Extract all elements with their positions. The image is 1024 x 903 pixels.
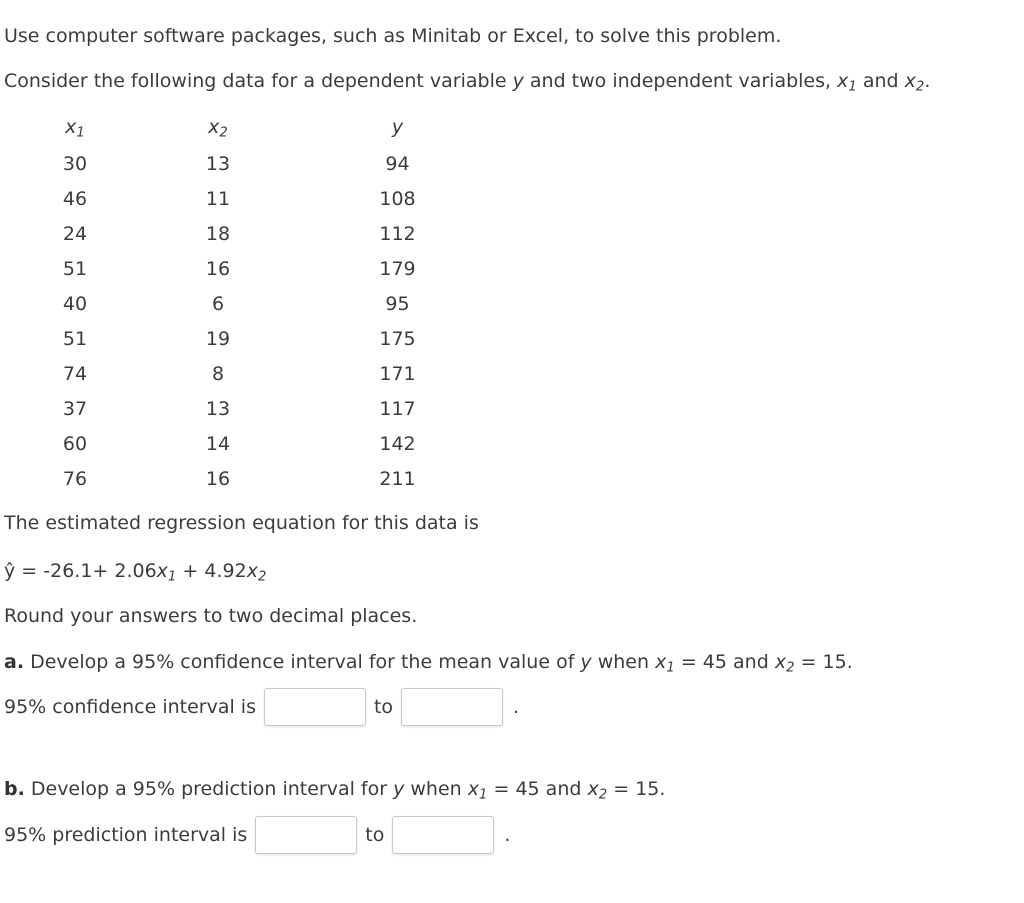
var-y: y (512, 70, 524, 92)
part-b-to-label: to (365, 824, 385, 846)
table-row (30, 146, 479, 181)
equation-x2: x (246, 560, 258, 582)
equation-lhs: ŷ = -26.1+ 2.06 (4, 560, 157, 582)
part-b-period: . (504, 824, 511, 846)
cell-x2: 16 (205, 257, 231, 280)
header-x1-sub: 1 (76, 125, 85, 141)
equation-x2-sub: 2 (257, 569, 267, 585)
part-b-when: when (404, 778, 468, 800)
cell-x1: 74 (62, 362, 88, 385)
header-y (316, 108, 479, 146)
part-a-answer-label: 95% confidence interval is (4, 696, 256, 718)
part-b-text: Develop a 95% prediction interval for (24, 778, 394, 800)
header-x2 (120, 108, 316, 146)
cell-x1: 30 (62, 152, 88, 175)
table-row (30, 181, 479, 216)
var-x2: x (904, 70, 916, 92)
equation-x1-sub: 1 (167, 569, 177, 585)
instructions-text: Use computer software packages, such as Minitab or Excel, to solve this problem. (4, 25, 782, 47)
var-x2-sub: 2 (915, 79, 925, 95)
cell-y: 95 (385, 292, 410, 315)
header-x1-var: x (65, 116, 77, 138)
header-x1 (30, 108, 120, 146)
part-a-question (4, 650, 853, 674)
header-x2-sub: 2 (219, 125, 228, 141)
cell-y: 108 (379, 187, 416, 210)
part-a-eq2: = 15. (794, 651, 853, 673)
table-row (30, 426, 479, 461)
header-x2-var: x (208, 116, 220, 138)
part-b-x1-sub: 1 (479, 787, 488, 803)
header-y-var: y (391, 116, 404, 138)
cell-x1: 40 (62, 292, 88, 315)
cell-x2: 8 (211, 362, 225, 385)
cell-x1: 76 (62, 467, 88, 490)
cell-x1: 24 (62, 222, 88, 245)
part-b-x1: x (467, 778, 479, 800)
table-row (30, 251, 479, 286)
part-a-eq1: = 45 and (674, 651, 775, 673)
table-row (30, 216, 479, 251)
cell-x2: 11 (205, 187, 231, 210)
part-a-x2: x (774, 651, 787, 673)
equation-mid: + 4.92 (176, 560, 247, 582)
statement-text-2: and two independent variables, (523, 70, 838, 92)
table-header-row (30, 108, 479, 146)
part-a-x1: x (655, 651, 667, 673)
part-b-lower-input[interactable] (255, 816, 357, 854)
part-a-var-y: y (580, 651, 592, 673)
statement-period: . (924, 70, 931, 92)
cell-x2: 6 (211, 292, 225, 315)
part-b-upper-input[interactable] (392, 816, 494, 854)
part-b-eq2: = 15. (607, 778, 666, 800)
cell-x2: 14 (205, 432, 231, 455)
cell-y: 175 (379, 327, 416, 350)
part-b-label: b. (4, 778, 25, 800)
table-row (30, 391, 479, 426)
cell-x2: 13 (205, 152, 231, 175)
part-a-period: . (513, 696, 520, 718)
part-b-answer-label: 95% prediction interval is (4, 824, 248, 846)
cell-x1: 51 (62, 257, 88, 280)
part-a-answer-row (4, 688, 519, 726)
part-b-eq1: = 45 and (487, 778, 588, 800)
var-x1: x (837, 70, 849, 92)
cell-x1: 37 (62, 397, 88, 420)
cell-x2: 18 (205, 222, 231, 245)
cell-y: 179 (379, 257, 416, 280)
estimated-equation-intro: The estimated regression equation for this data is (4, 512, 479, 534)
cell-x2: 16 (205, 467, 231, 490)
part-a-x2-sub: 2 (786, 660, 795, 676)
cell-y: 171 (379, 362, 416, 385)
cell-x1: 60 (62, 432, 88, 455)
regression-equation (4, 559, 266, 583)
part-b-answer-row (4, 816, 510, 854)
statement-text-1: Consider the following data for a dependent variable (4, 70, 513, 92)
part-b-x2-sub: 2 (598, 787, 608, 803)
part-a-when: when (591, 651, 656, 673)
table-row (30, 286, 479, 321)
part-a-text: Develop a 95% confidence interval for the mean value of (24, 651, 581, 673)
cell-y: 94 (385, 152, 410, 175)
part-a-x1-sub: 1 (666, 660, 675, 676)
part-a-to-label: to (373, 696, 394, 718)
cell-y: 211 (379, 467, 416, 490)
problem-statement (4, 69, 930, 93)
rounding-instructions: Round your answers to two decimal places. (4, 605, 418, 627)
equation-x1: x (156, 560, 168, 582)
table-row (30, 461, 479, 496)
var-x1-sub: 1 (848, 79, 857, 95)
data-table (30, 108, 479, 496)
part-b-x2: x (587, 778, 599, 800)
part-a-lower-input[interactable] (264, 688, 366, 726)
cell-x2: 13 (205, 397, 231, 420)
table-row (30, 321, 479, 356)
part-a-label: a. (4, 651, 25, 673)
part-b-var-y: y (393, 778, 405, 800)
cell-y: 117 (379, 397, 416, 420)
cell-y: 112 (379, 222, 416, 245)
part-b-question (4, 777, 665, 801)
table-row (30, 356, 479, 391)
statement-and: and (856, 70, 905, 92)
cell-x1: 46 (62, 187, 88, 210)
cell-y: 142 (379, 432, 416, 455)
cell-x2: 19 (205, 327, 231, 350)
cell-x1: 51 (62, 327, 88, 350)
part-a-upper-input[interactable] (401, 688, 503, 726)
